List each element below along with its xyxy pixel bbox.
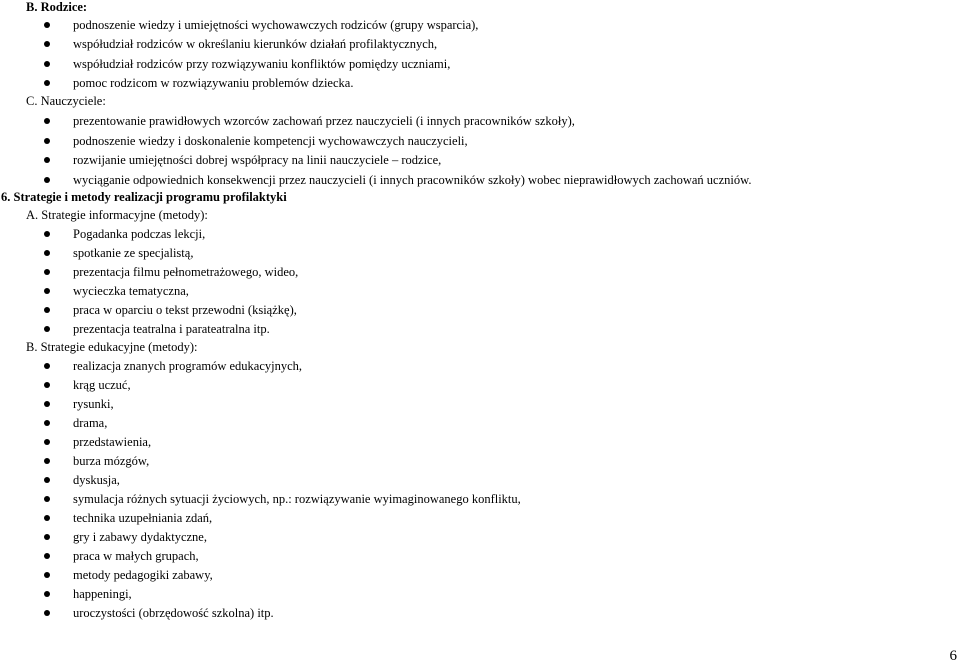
bullet-icon bbox=[44, 439, 50, 445]
bullet-icon bbox=[44, 61, 50, 67]
bullet-icon bbox=[44, 477, 50, 483]
section-heading-nauczyciele: C. Nauczyciele: bbox=[26, 94, 106, 108]
bullet-icon bbox=[44, 22, 50, 28]
bullet-icon bbox=[44, 157, 50, 163]
bullet-icon bbox=[44, 401, 50, 407]
bullet-icon bbox=[44, 177, 50, 183]
bullet-icon bbox=[44, 138, 50, 144]
bullet-icon bbox=[44, 118, 50, 124]
bullet-icon bbox=[44, 326, 50, 332]
document-page: B. Rodzice: podnoszenie wiedzy i umiejętności wychowawczych rodziców (grupy wsparcia), współudział rodziców w określaniu kierunków działań profilaktycznych, współudział rodziców przy rozwiązywaniu konfliktów pomiędzy uczniami, pomoc rodzicom w rozwiązywaniu problemów dziecka. C. Nauczyciele: prezentowanie prawidłowych wzorców zachowań przez nauczycieli (i innych pracowników szkoły), podnoszenie wiedzy i doskonalenie kompetencji wychowawczych nauczycieli, rozwijanie umiejętności dobrej współpracy na linii nauczyciele – rodzice, wyciąganie odpowiednich konsekwencji przez nauczycieli (i innych pracowników szkoły) wobec nieprawidłowych zachowań uczniów. 6. Strategie i metody realizacji programu profilaktyki A. Strategie informacyjne (metody): Pogadanka podczas lekcji, spotkanie ze specjalistą, prezentacja filmu pełnometrażowego, wideo, wycieczka tematyczna, praca w oparciu o tekst przewodni (książkę), prezentacja teatralna i parateatralna itp. B. Strategie edukacyjne (metody): realizacja znanych programów edukacyjnych, krąg uczuć, rysunki, drama, przedstawienia, burza mózgów, dyskusja, symulacja różnych sytuacji życiowych, np.: rozwiązywanie wyimaginowanego konfliktu, technika uzupełniania zdań, gry i zabawy dydaktyczne, praca w małych grupach, metody pedagogiki zabawy, happeningi, uroczystości (obrzędowość szkolna) itp. 6 bbox=[1, 0, 957, 664]
bullet-icon bbox=[44, 250, 50, 256]
page-number: 6 bbox=[949, 648, 957, 664]
section-heading-strategie: 6. Strategie i metody realizacji programu profilaktyki bbox=[1, 190, 287, 204]
bullet-icon bbox=[44, 572, 50, 578]
bullet-icon bbox=[44, 515, 50, 521]
bullet-icon bbox=[44, 420, 50, 426]
section-heading-rodzice: B. Rodzice: bbox=[26, 0, 88, 14]
bullet-icon bbox=[44, 496, 50, 502]
bullet-icon bbox=[44, 382, 50, 388]
bullet-icon bbox=[44, 458, 50, 464]
bullet-icon bbox=[44, 534, 50, 540]
bullet-icon bbox=[44, 553, 50, 559]
bullet-icon bbox=[44, 288, 50, 294]
bullet-icon bbox=[44, 41, 50, 47]
bullet-icon bbox=[44, 269, 50, 275]
bullet-icon bbox=[44, 307, 50, 313]
subsection-heading-edukacyjne: B. Strategie edukacyjne (metody): bbox=[26, 340, 198, 354]
bullet-icon bbox=[44, 231, 50, 237]
bullet-icon bbox=[44, 80, 50, 86]
bullet-icon bbox=[44, 610, 50, 616]
bullet-icon bbox=[44, 591, 50, 597]
subsection-heading-informacyjne: A. Strategie informacyjne (metody): bbox=[26, 208, 208, 222]
bullet-icon bbox=[44, 363, 50, 369]
